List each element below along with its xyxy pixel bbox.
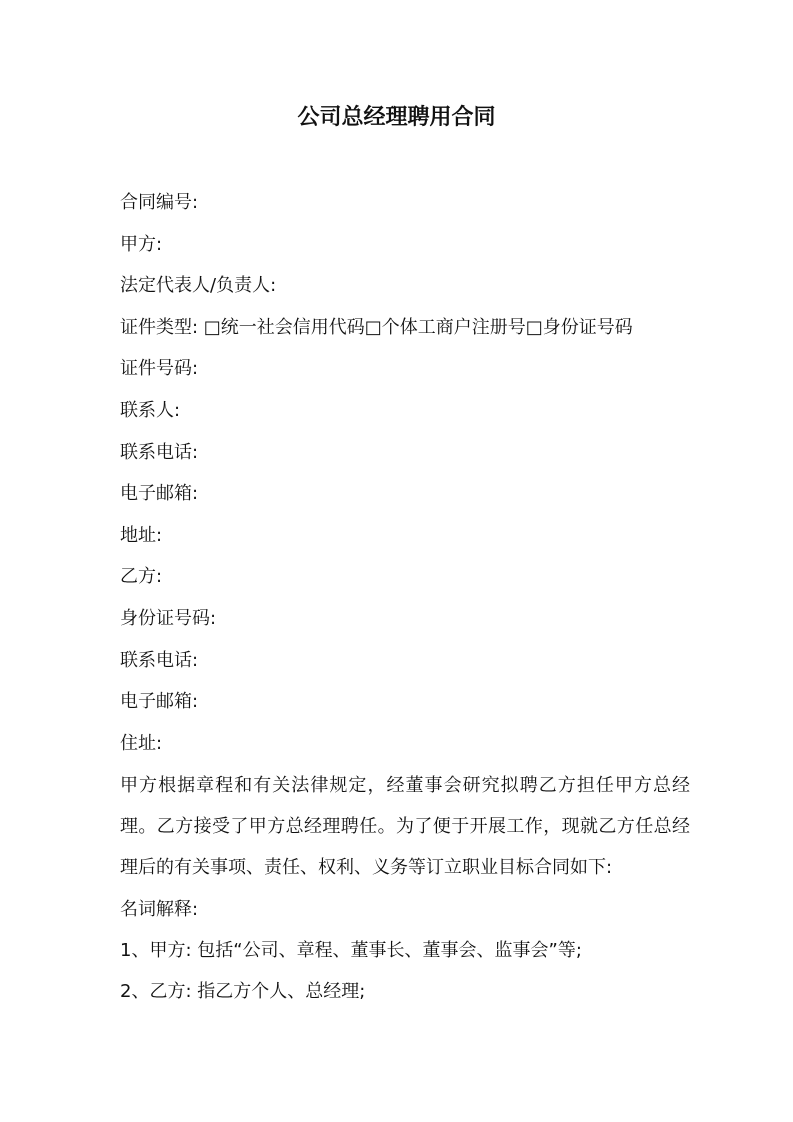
field-party-b: 乙方: — [120, 566, 163, 588]
field-id-type: 证件类型: □统一社会信用代码□个体工商户注册号□身份证号码 — [120, 316, 633, 338]
document-title: 公司总经理聘用合同 — [297, 105, 496, 130]
field-party-b-address: 住址: — [120, 732, 163, 754]
field-contact-person: 联系人: — [120, 399, 181, 421]
definition-item-party-b: 2、乙方: 指乙方个人、总经理; — [120, 981, 366, 1002]
field-id-number: 证件号码: — [120, 358, 199, 380]
definition-item-party-a: 1、甲方: 包括“公司、章程、董事长、董事会、监事会”等; — [120, 940, 582, 961]
field-party-a: 甲方: — [120, 233, 163, 255]
definitions-heading: 名词解释: — [120, 899, 199, 920]
party-info-list — [120, 182, 690, 764]
field-party-a-email: 电子邮箱: — [120, 483, 199, 505]
field-party-a-phone: 联系电话: — [120, 441, 199, 463]
field-contract-number: 合同编号: — [120, 192, 199, 213]
field-party-b-id-number: 身份证号码: — [120, 607, 217, 629]
field-party-b-phone: 联系电话: — [120, 649, 199, 671]
field-party-b-email: 电子邮箱: — [120, 691, 199, 713]
field-legal-representative: 法定代表人/负责人: — [120, 275, 277, 297]
definitions-section — [120, 889, 690, 1012]
preamble-paragraph: 甲方根据章程和有关法律规定，经董事会研究拟聘乙方担任甲方总经理。乙方接受了甲方总经理聘任。为了便于开展工作，现就乙方任总经理后的有关事项、责任、权利、义务等订立职业目标合同如下: — [120, 775, 690, 878]
field-party-a-address: 地址: — [120, 524, 163, 546]
